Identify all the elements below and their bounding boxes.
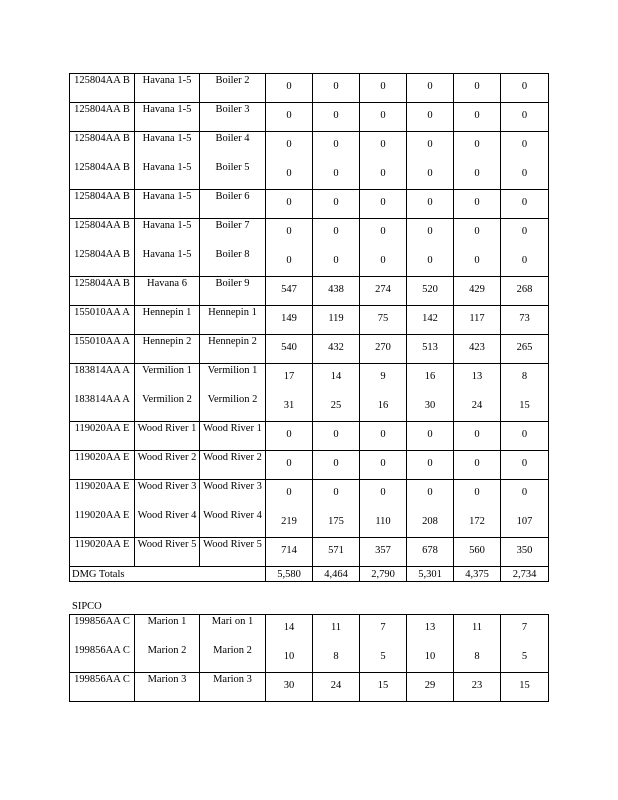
value-cell: 520 [407,277,454,306]
value-cell: 0 [266,422,313,451]
value-cell: 274 [360,277,407,306]
facility-id-cell: 199856AA C [70,644,135,673]
facility-id-cell: 125804AA B [70,132,135,161]
total-value-cell: 5,301 [407,567,454,582]
boiler-name-cell: Boiler 3 [200,103,266,132]
value-cell: 0 [407,74,454,103]
value-cell: 0 [360,480,407,509]
boiler-name-cell: Hennepin 1 [200,306,266,335]
value-cell: 30 [407,393,454,422]
total-value-cell: 4,375 [454,567,501,582]
value-cell: 73 [501,306,549,335]
value-cell: 10 [266,644,313,673]
value-cell: 11 [313,615,360,644]
value-cell: 0 [501,103,549,132]
value-cell: 0 [360,248,407,277]
value-cell: 14 [266,615,313,644]
table-row [70,103,549,132]
dmg-emissions-table [69,73,549,582]
unit-name-cell: Marion 2 [135,644,200,673]
value-cell: 0 [501,248,549,277]
value-cell: 5 [501,644,549,673]
value-cell: 0 [454,248,501,277]
table-row [70,393,549,422]
value-cell: 0 [501,74,549,103]
value-cell: 219 [266,509,313,538]
value-cell: 30 [266,673,313,702]
value-cell: 24 [454,393,501,422]
value-cell: 0 [407,132,454,161]
facility-id-cell: 155010AA A [70,306,135,335]
facility-id-cell: 183814AA A [70,393,135,422]
boiler-name-cell: Wood River 5 [200,538,266,567]
value-cell: 25 [313,393,360,422]
value-cell: 0 [266,219,313,248]
value-cell: 0 [266,480,313,509]
value-cell: 0 [360,103,407,132]
total-value-cell: 2,734 [501,567,549,582]
value-cell: 14 [313,364,360,393]
value-cell: 547 [266,277,313,306]
total-value-cell: 4,464 [313,567,360,582]
totals-row [70,567,549,582]
value-cell: 0 [266,103,313,132]
value-cell: 0 [454,451,501,480]
value-cell: 175 [313,509,360,538]
value-cell: 16 [360,393,407,422]
value-cell: 423 [454,335,501,364]
facility-id-cell: 119020AA E [70,538,135,567]
value-cell: 0 [313,103,360,132]
unit-name-cell: Havana 1-5 [135,248,200,277]
value-cell: 208 [407,509,454,538]
table-row [70,538,549,567]
facility-id-cell: 125804AA B [70,74,135,103]
value-cell: 0 [266,190,313,219]
value-cell: 678 [407,538,454,567]
value-cell: 0 [313,190,360,219]
facility-id-cell: 183814AA A [70,364,135,393]
boiler-name-cell: Wood River 3 [200,480,266,509]
value-cell: 0 [266,132,313,161]
boiler-name-cell: Marion 3 [200,673,266,702]
boiler-name-cell: Boiler 9 [200,277,266,306]
value-cell: 270 [360,335,407,364]
value-cell: 0 [407,103,454,132]
unit-name-cell: Havana 1-5 [135,190,200,219]
value-cell: 0 [454,132,501,161]
value-cell: 172 [454,509,501,538]
unit-name-cell: Wood River 4 [135,509,200,538]
value-cell: 0 [360,161,407,190]
table-row [70,219,549,248]
unit-name-cell: Havana 1-5 [135,161,200,190]
value-cell: 7 [360,615,407,644]
value-cell: 0 [501,161,549,190]
value-cell: 0 [313,219,360,248]
value-cell: 0 [360,219,407,248]
value-cell: 0 [501,132,549,161]
boiler-name-cell: Hennepin 2 [200,335,266,364]
value-cell: 0 [501,480,549,509]
facility-id-cell: 119020AA E [70,451,135,480]
value-cell: 0 [360,422,407,451]
value-cell: 0 [407,248,454,277]
value-cell: 142 [407,306,454,335]
table-row [70,306,549,335]
value-cell: 0 [407,161,454,190]
value-cell: 11 [454,615,501,644]
unit-name-cell: Marion 3 [135,673,200,702]
table-row [70,673,549,702]
facility-id-cell: 125804AA B [70,103,135,132]
value-cell: 0 [454,74,501,103]
unit-name-cell: Havana 1-5 [135,219,200,248]
facility-id-cell: 199856AA C [70,673,135,702]
value-cell: 110 [360,509,407,538]
value-cell: 31 [266,393,313,422]
unit-name-cell: Havana 1-5 [135,132,200,161]
value-cell: 17 [266,364,313,393]
totals-label: DMG Totals [70,567,266,582]
value-cell: 13 [454,364,501,393]
value-cell: 75 [360,306,407,335]
value-cell: 438 [313,277,360,306]
value-cell: 29 [407,673,454,702]
value-cell: 0 [501,190,549,219]
table-row [70,74,549,103]
sipco-table-body [70,615,549,702]
value-cell: 0 [454,161,501,190]
value-cell: 560 [454,538,501,567]
value-cell: 0 [313,480,360,509]
table-row [70,644,549,673]
sipco-emissions-table [69,614,549,702]
value-cell: 15 [501,393,549,422]
boiler-name-cell: Vermilion 2 [200,393,266,422]
table-row [70,161,549,190]
facility-id-cell: 125804AA B [70,248,135,277]
value-cell: 0 [266,74,313,103]
table-row [70,364,549,393]
value-cell: 13 [407,615,454,644]
boiler-name-cell: Mari on 1 [200,615,266,644]
value-cell: 15 [360,673,407,702]
facility-id-cell: 119020AA E [70,509,135,538]
value-cell: 0 [501,451,549,480]
value-cell: 149 [266,306,313,335]
boiler-name-cell: Boiler 5 [200,161,266,190]
facility-id-cell: 125804AA B [70,219,135,248]
facility-id-cell: 119020AA E [70,480,135,509]
value-cell: 429 [454,277,501,306]
value-cell: 513 [407,335,454,364]
facility-id-cell: 155010AA A [70,335,135,364]
boiler-name-cell: Boiler 2 [200,74,266,103]
unit-name-cell: Wood River 5 [135,538,200,567]
unit-name-cell: Havana 6 [135,277,200,306]
table-row [70,480,549,509]
total-value-cell: 2,790 [360,567,407,582]
unit-name-cell: Hennepin 1 [135,306,200,335]
unit-name-cell: Havana 1-5 [135,74,200,103]
table-row [70,615,549,644]
value-cell: 714 [266,538,313,567]
value-cell: 571 [313,538,360,567]
facility-id-cell: 125804AA B [70,277,135,306]
value-cell: 0 [407,219,454,248]
facility-id-cell: 125804AA B [70,190,135,219]
facility-id-cell: 199856AA C [70,615,135,644]
unit-name-cell: Wood River 1 [135,422,200,451]
value-cell: 268 [501,277,549,306]
value-cell: 0 [266,161,313,190]
value-cell: 0 [360,132,407,161]
table-row [70,509,549,538]
value-cell: 10 [407,644,454,673]
value-cell: 0 [407,190,454,219]
value-cell: 0 [360,451,407,480]
value-cell: 0 [407,480,454,509]
sipco-section-label: SIPCO [72,601,102,612]
value-cell: 0 [407,451,454,480]
value-cell: 0 [454,480,501,509]
boiler-name-cell: Boiler 6 [200,190,266,219]
unit-name-cell: Wood River 3 [135,480,200,509]
value-cell: 0 [454,219,501,248]
value-cell: 350 [501,538,549,567]
value-cell: 8 [313,644,360,673]
facility-id-cell: 119020AA E [70,422,135,451]
value-cell: 540 [266,335,313,364]
value-cell: 0 [313,132,360,161]
boiler-name-cell: Marion 2 [200,644,266,673]
dmg-table-body [70,74,549,582]
value-cell: 0 [501,219,549,248]
value-cell: 0 [501,422,549,451]
value-cell: 0 [313,422,360,451]
value-cell: 0 [407,422,454,451]
boiler-name-cell: Wood River 1 [200,422,266,451]
boiler-name-cell: Boiler 7 [200,219,266,248]
value-cell: 23 [454,673,501,702]
value-cell: 107 [501,509,549,538]
boiler-name-cell: Wood River 2 [200,451,266,480]
value-cell: 0 [360,190,407,219]
value-cell: 0 [313,451,360,480]
value-cell: 265 [501,335,549,364]
value-cell: 0 [360,74,407,103]
table-row [70,335,549,364]
table-row [70,277,549,306]
table-row [70,190,549,219]
value-cell: 5 [360,644,407,673]
table-row [70,451,549,480]
unit-name-cell: Vermilion 1 [135,364,200,393]
value-cell: 357 [360,538,407,567]
value-cell: 0 [454,190,501,219]
value-cell: 0 [313,161,360,190]
value-cell: 432 [313,335,360,364]
table-row [70,422,549,451]
boiler-name-cell: Vermilion 1 [200,364,266,393]
value-cell: 8 [501,364,549,393]
value-cell: 9 [360,364,407,393]
value-cell: 7 [501,615,549,644]
value-cell: 0 [266,248,313,277]
boiler-name-cell: Boiler 4 [200,132,266,161]
value-cell: 0 [266,451,313,480]
value-cell: 0 [313,74,360,103]
boiler-name-cell: Boiler 8 [200,248,266,277]
unit-name-cell: Wood River 2 [135,451,200,480]
unit-name-cell: Vermilion 2 [135,393,200,422]
table-row [70,132,549,161]
facility-id-cell: 125804AA B [70,161,135,190]
value-cell: 117 [454,306,501,335]
value-cell: 0 [454,422,501,451]
total-value-cell: 5,580 [266,567,313,582]
table-row [70,248,549,277]
value-cell: 0 [454,103,501,132]
value-cell: 16 [407,364,454,393]
unit-name-cell: Havana 1-5 [135,103,200,132]
value-cell: 24 [313,673,360,702]
value-cell: 119 [313,306,360,335]
value-cell: 15 [501,673,549,702]
unit-name-cell: Marion 1 [135,615,200,644]
boiler-name-cell: Wood River 4 [200,509,266,538]
value-cell: 8 [454,644,501,673]
unit-name-cell: Hennepin 2 [135,335,200,364]
value-cell: 0 [313,248,360,277]
